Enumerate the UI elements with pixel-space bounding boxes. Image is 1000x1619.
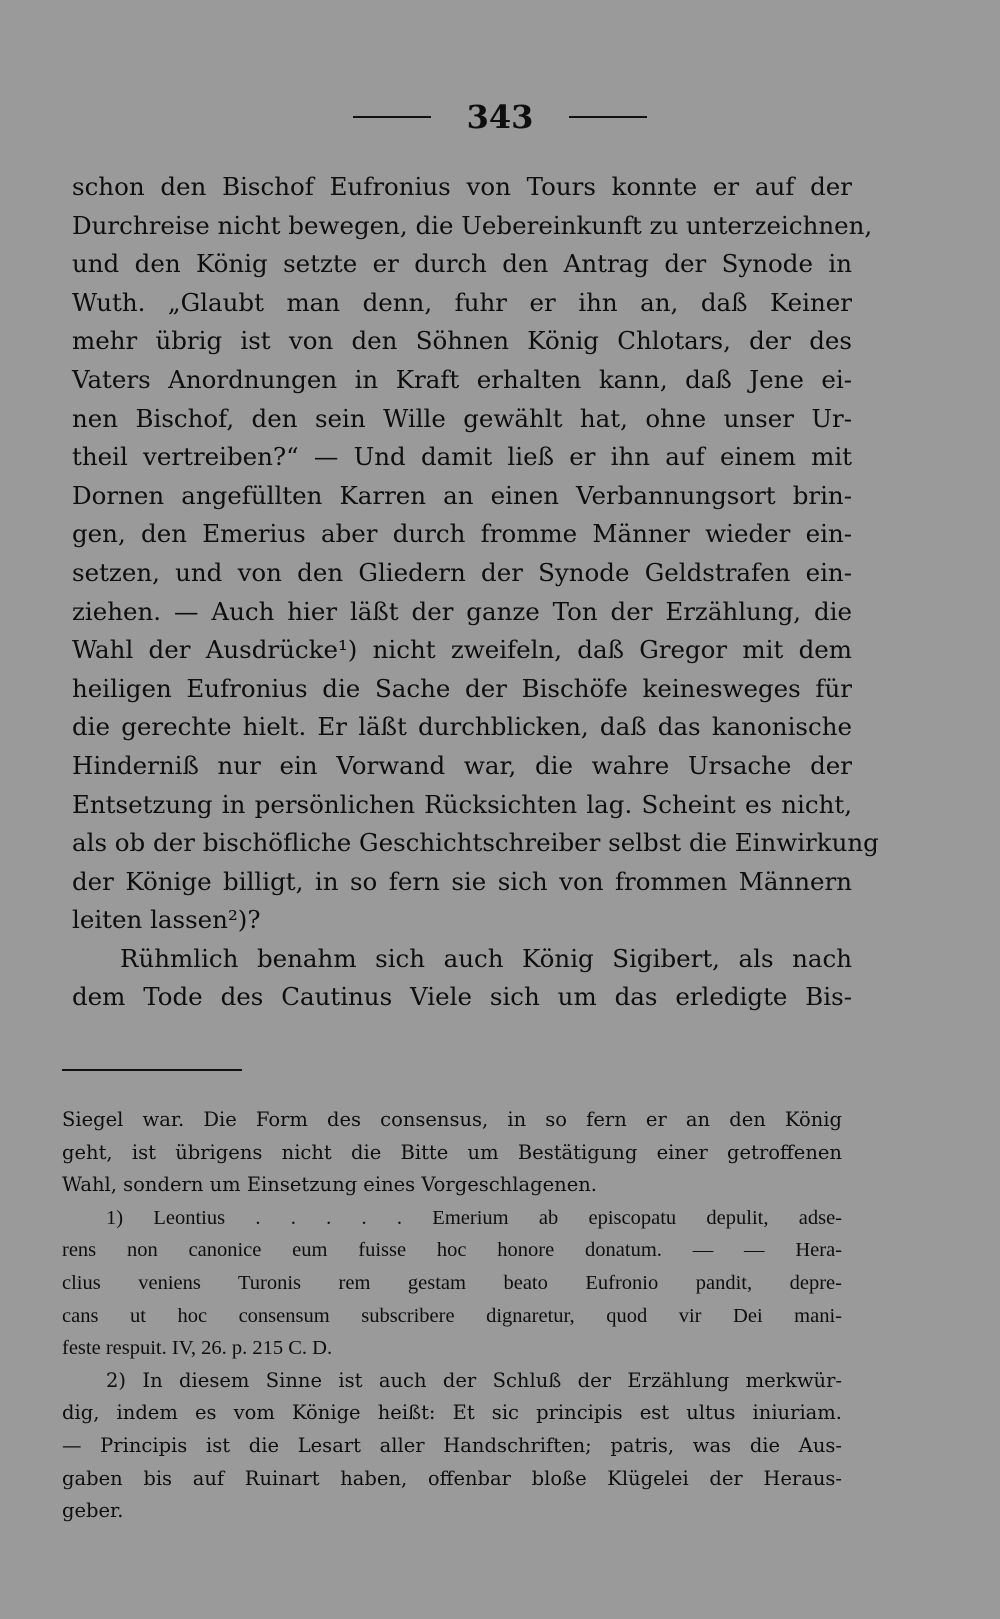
footnote-1-line: clius veniens Turonis rem gestam beato Eufronio pandit, depre- [62, 1271, 842, 1294]
footnote-1-line: cans ut hoc consensum subscribere dignaretur, quod vir Dei mani- [62, 1304, 842, 1327]
text-line: der Könige billigt, in so fern sie sich von frommen Männern [72, 866, 852, 896]
footnote-rule [62, 1069, 242, 1071]
footnote-2-line: 2) In diesem Sinne ist auch der Schluß der Erzählung merkwür- [106, 1368, 842, 1392]
footnote-1-line: 1) Leontius . . . . . Emerium ab episcopatu depulit, adse- [106, 1206, 842, 1229]
text-line: dem Tode des Cautinus Viele sich um das erledigte Bis- [72, 982, 852, 1012]
text-line: theil vertreiben?“ — Und damit ließ er ihn auf einem mit [72, 442, 852, 472]
footnote-2-line: geber. [62, 1499, 124, 1523]
text-line: Entsetzung in persönlichen Rücksichten lag. Scheint es nicht, [72, 789, 852, 819]
text-line: mehr übrig ist von den Söhnen König Chlotars, der des [72, 326, 852, 356]
text-line: die gerechte hielt. Er läßt durchblicken, daß das kanonische [72, 712, 852, 742]
text-line: als ob der bischöfliche Geschichtschreiber selbst die Einwirkung [72, 828, 879, 858]
text-line: Wuth. „Glaubt man denn, fuhr er ihn an, daß Keiner [72, 287, 852, 317]
header-rule-left [353, 116, 431, 118]
page-header [0, 98, 1000, 136]
text-line: Vaters Anordnungen in Kraft erhalten kann, daß Jene ei- [72, 364, 852, 394]
text-line: schon den Bischof Eufronius von Tours konnte er auf der [72, 172, 852, 201]
footnote-line: geht, ist übrigens nicht die Bitte um Bestätigung einer getroffenen [62, 1140, 842, 1164]
footnote-2-line: dig, indem es vom Könige heißt: Et sic principis est ultus iniuriam. [62, 1401, 842, 1425]
text-line: Durchreise nicht bewegen, die Uebereinkunft zu unterzeichnen, [72, 210, 873, 240]
footnote-1-line: feste respuit. IV, 26. p. 215 C. D. [62, 1337, 333, 1360]
text-line: gen, den Emerius aber durch fromme Männer wieder ein- [72, 519, 852, 549]
text-line: nen Bischof, den sein Wille gewählt hat, ohne unser Ur- [72, 403, 852, 433]
footnote-1-line: rens non canonice eum fuisse hoc honore donatum. — — Hera- [62, 1239, 842, 1262]
text-line: leiten lassen²)? [72, 905, 261, 935]
footnote-2-line: gaben bis auf Ruinart haben, offenbar bloße Klügelei der Heraus- [62, 1466, 842, 1490]
footnote-2-line: — Principis ist die Lesart aller Handschriften; patris, was die Aus- [62, 1433, 842, 1457]
page-number: 343 [466, 98, 534, 136]
text-line: Wahl der Ausdrücke¹) nicht zweifeln, daß Gregor mit dem [72, 635, 852, 665]
footnote-line: Wahl, sondern um Einsetzung eines Vorgeschlagenen. [62, 1173, 597, 1197]
main-text [72, 168, 879, 1017]
footnotes [62, 1104, 842, 1528]
text-line: Rühmlich benahm sich auch König Sigibert, als nach [120, 943, 852, 973]
footnote-line: Siegel war. Die Form des consensus, in so fern er an den König [62, 1108, 842, 1131]
text-line: setzen, und von den Gliedern der Synode Geldstrafen ein- [72, 557, 852, 587]
text-line: ziehen. — Auch hier läßt der ganze Ton der Erzählung, die [72, 596, 852, 626]
text-line: Hinderniß nur ein Vorwand war, die wahre Ursache der [72, 750, 852, 780]
header-rule-right [569, 116, 647, 118]
text-line: und den König setzte er durch den Antrag der Synode in [72, 249, 852, 279]
text-line: Dornen angefüllten Karren an einen Verbannungsort brin- [72, 480, 852, 510]
text-line: heiligen Eufronius die Sache der Bischöfe keinesweges für [72, 673, 852, 703]
